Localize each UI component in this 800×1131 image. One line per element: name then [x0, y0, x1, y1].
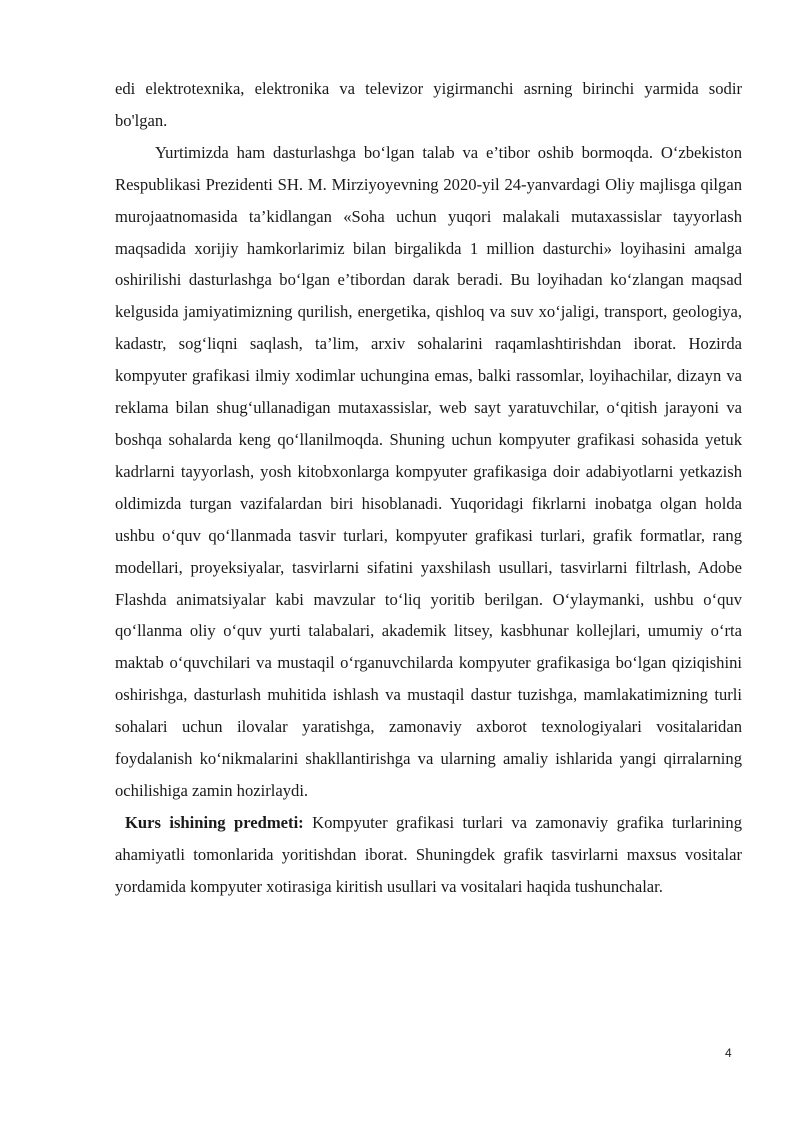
page-number: 4 [725, 1046, 732, 1060]
paragraph-kurs-predmeti [115, 807, 742, 903]
paragraph-dasturlash: Yurtimizda ham dasturlashga bo‘lgan talab va e’tibor oshib bormoqda. O‘zbekiston Respublikasi Prezidenti SH. M. Mirziyoyevning 2020-yil 24-yanvardagi Oliy majlisga qilgan murojaatnomasida ta’kidlangan «Soha uchun yuqori malakali mutaxassislar tayyorlash maqsadida xorijiy hamkorlarimiz bilan birgalikda 1 million dasturchi» loyihasini amalga oshirilishi dasturlashga bo‘lgan e’tibordan darak beradi. Bu loyihadan ko‘zlangan maqsad kelgusida jamiyatimizning qurilish, energetika, qishloq va suv xo‘jaligi, transport, geologiya, kadastr, sog‘liqni saqlash, ta’lim, arxiv sohalarini raqamlashtirishdan iborat. Hozirda kompyuter grafikasi ilmiy xodimlar uchungina emas, balki rassomlar, loyihachilar, dizayn va reklama bilan shug‘ullanadigan mutaxassislar, web sayt yaratuvchilar, o‘qitish jarayoni va boshqa sohalarda keng qo‘llanilmoqda. Shuning uchun kompyuter grafikasi sohasida yetuk kadrlarni tayyorlash, yosh kitobxonlarga kompyuter grafikasiga doir adabiyotlarni yetkazish oldimizda turgan vazifalardan biri hisoblanadi. Yuqoridagi fikrlarni inobatga olgan holda ushbu o‘quv qo‘llanmada tasvir turlari, kompyuter grafikasi turlari, grafik formatlar, rang modellari, proyeksiyalar, tasvirlarni sifatini yaxshilash usullari, tasvirlarni filtrlash, Adobe Flashda animatsiyalar kabi mavzular to‘liq yoritib berilgan. O‘ylaymanki, ushbu o‘quv qo‘llanma oliy o‘quv yurti talabalari, akademik litsey, kasbhunar kollejlari, umumiy o‘rta maktab o‘quvchilari va mustaqil o‘rganuvchilarda kompyuter grafikasiga bo‘lgan qiziqishini oshirishga, dasturlash muhitida ishlash va mustaqil dastur tuzishga, mamlakatimizning turli sohalari uchun ilovalar yaratishga, zamonaviy axborot texnologiyalari vositalaridan foydalanish ko‘nikmalarini shakllantirishga va ularning amaliy ishlarida yangi qirralarning ochilishiga zamin hozirlaydi. [115, 142, 742, 800]
paragraph-continuation: edi elektrotexnika, elektronika va televizor yigirmanchi asrning birinchi yarmida sodir bo'lgan. [115, 79, 742, 130]
document-body [115, 73, 742, 903]
kurs-predmeti-text: Kompyuter grafikasi turlari va zamonaviy grafika turlarining ahamiyatli tomonlarida yoritishdan iborat. Shuningdek grafik tasvirlarni maxsus vositalar yordamida kompyuter xotirasiga kiritish usullari va vositalari haqida tushunchalar. [115, 812, 742, 896]
kurs-predmeti-heading: Kurs ishining predmeti: [125, 812, 304, 832]
